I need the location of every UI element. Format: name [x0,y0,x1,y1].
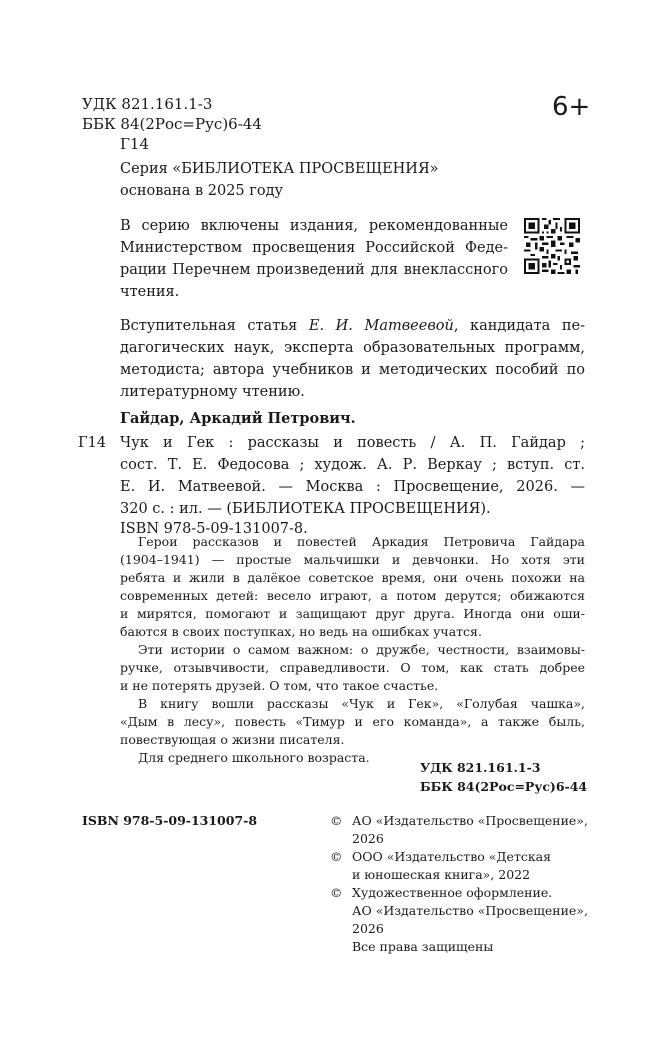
catalog-line: 320 с. : ил. — (БИБЛИОТЕКА ПРОСВЕЩЕНИЯ). [120,501,491,517]
annotation-block [120,533,585,767]
copyright-block [330,812,590,956]
recommendation-line: Министерством просвещения Российской Феде- [120,240,508,256]
copyright-line: 2026 [352,831,384,846]
annotation-line: Герои рассказов и повестей Аркадия Петровича Гайдара [138,534,585,549]
intro-article-line: литературному чтению. [120,384,305,400]
copyright-icon: © [330,813,343,828]
recommendation-line: В серию включены издания, рекомендованные [120,218,508,234]
annotation-line: повествующая о жизни писателя. [120,732,345,747]
copyright-line: и юношеская книга», 2022 [352,867,531,882]
series-name: Серия «БИБЛИОТЕКА ПРОСВЕЩЕНИЯ» [120,161,439,177]
bbk-code: ББК 84(2Рос=Рус)6-44 [82,115,262,133]
annotation-line: и мирятся, помогают и защищают друг друга. Иногда они оши- [120,606,585,621]
annotation-p3 [120,695,585,749]
annotation-line: (1904–1941) — простые мальчишки и девчонки. Но хотя эти [120,552,585,567]
copyright-icon: © [330,885,343,900]
bottom-isbn: ISBN 978-5-09-131007-8 [82,813,258,828]
copyright-line: АО «Издательство «Просвещение», [352,813,588,828]
rights-reserved: Все права защищены [352,939,494,954]
annotation-line: ребята и жили в далёкое советское время, они очень похожи на [120,570,585,585]
footer-udk: УДК 821.161.1-3 [420,760,541,775]
age-rating: 6+ [552,92,591,122]
udk-code: УДК 821.161.1-3 [82,95,213,113]
intro-article-prefix: Вступительная статья [120,318,298,334]
annotation-p4: Для среднего школьного возраста. [138,750,370,765]
copyright-line: АО «Издательство «Просвещение», [352,903,588,918]
copyright-entry [330,848,590,884]
copyright-line: 2026 [352,921,384,936]
catalog-line: Чук и Гек : рассказы и повесть / А. П. Гайдар ; [120,435,585,451]
intro-article-suffix: , кандидата пе- [453,318,585,334]
intro-article-block [120,315,585,403]
series-founded: основана в 2025 году [120,183,284,199]
copyright-entry [330,884,590,938]
qr-code-icon [524,218,580,274]
catalog-line: Е. И. Матвеевой. — Москва : Просвещение, 2026. — [120,479,585,495]
catalog-isbn: ISBN 978-5-09-131007-8. [120,521,308,537]
intro-article-line: методиста; автора учебников и методических пособий по [120,362,585,378]
recommendation-line: чтения. [120,284,180,300]
catalog-description [120,432,585,520]
intro-article-line [120,315,585,337]
recommendation-block [120,215,508,303]
annotation-line: ручке, отзывчивости, справедливости. О том, как стать добрее [120,660,585,675]
recommendation-line: рации Перечнем произведений для внеклассного [120,262,508,278]
copyright-icon: © [330,849,343,864]
catalog-author: Гайдар, Аркадий Петрович. [120,410,356,427]
annotation-line: и не потерять друзей. О том, что такое счастье. [120,678,439,693]
annotation-line: «Дым в лесу», повесть «Тимур и его команда», а также быль, [120,714,585,729]
annotation-line: В книгу вошли рассказы «Чук и Гек», «Голубая чашка», [138,696,585,711]
copyright-line: Художественное оформление. [352,885,553,900]
annotation-line: баются в своих поступках, но ведь на ошибках учатся. [120,624,482,639]
catalog-code: Г14 [78,435,107,451]
catalog-line: сост. Т. Е. Федосова ; худож. А. Р. Веркау ; вступ. ст. [120,457,585,473]
footer-bbk: ББК 84(2Рос=Рус)6-44 [420,779,588,794]
copyright-entry [330,812,590,848]
annotation-line: Эти истории о самом важном: о дружбе, честности, взаимовы- [138,642,585,657]
annotation-p2 [120,641,585,695]
intro-article-author: Е. И. Матвеевой [308,318,454,334]
copyright-line: ООО «Издательство «Детская [352,849,552,864]
intro-article-line: дагогических наук, эксперта образовательных программ, [120,340,585,356]
author-code: Г14 [120,135,150,153]
annotation-p1 [120,533,585,641]
annotation-line: современных детей: весело играют, а потом дерутся; обижаются [120,588,585,603]
